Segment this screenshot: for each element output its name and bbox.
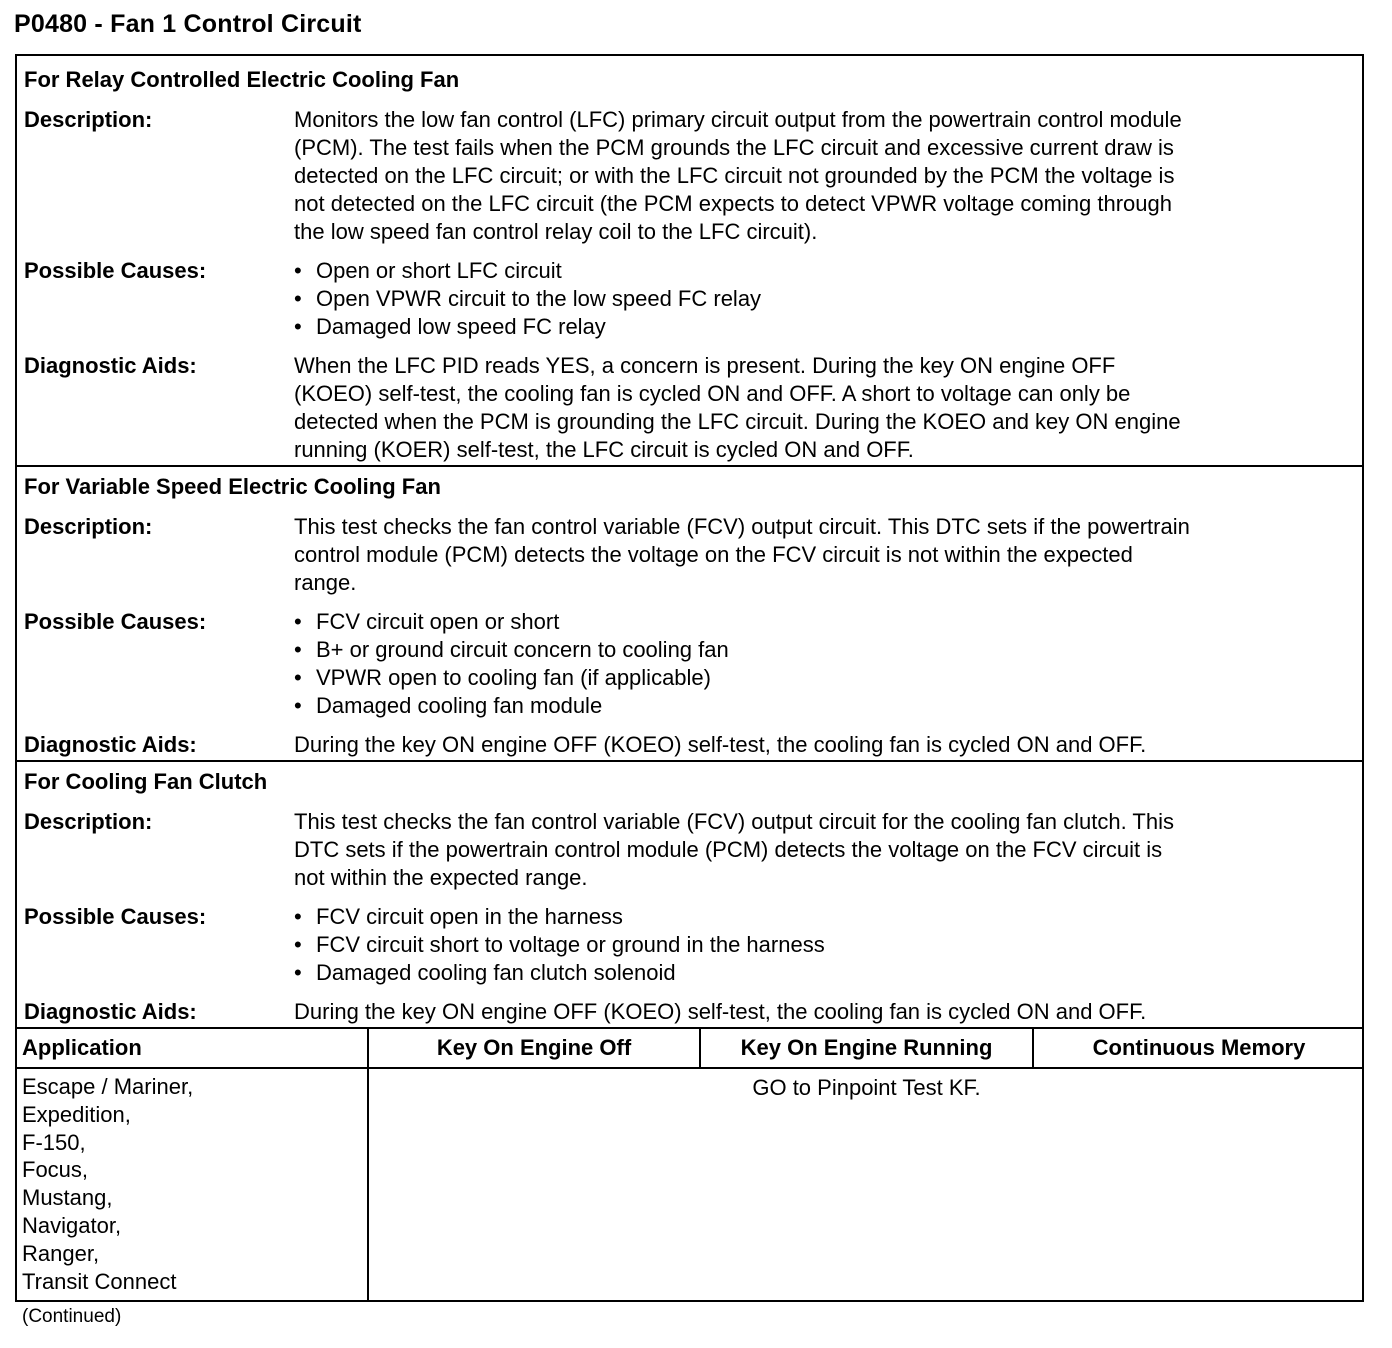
cause-item: • Damaged cooling fan module — [294, 693, 603, 718]
bullet-icon: • — [294, 609, 302, 634]
section-divider — [17, 465, 1362, 467]
description-line: This test checks the fan control variable (FCV) output circuit. This DTC sets if the powertrain — [294, 514, 1190, 539]
application-item: Transit Connect — [22, 1268, 177, 1294]
bullet-icon: • — [294, 932, 302, 957]
description-line: the low speed fan control relay coil to the LFC circuit). — [294, 219, 818, 244]
table-header-divider — [17, 1067, 1362, 1069]
section-heading: For Relay Controlled Electric Cooling Fan — [24, 67, 460, 92]
description-label: Description: — [24, 107, 153, 132]
diagnostic-aids-line: When the LFC PID reads YES, a concern is present. During the key ON engine OFF — [294, 353, 1116, 378]
description-line: not within the expected range. — [294, 865, 588, 890]
column-divider — [367, 1029, 369, 1302]
description-line: control module (PCM) detects the voltage on the FCV circuit is not within the expected — [294, 542, 1133, 567]
table-top-divider — [17, 1027, 1362, 1029]
application-item: Expedition, — [22, 1101, 131, 1127]
bullet-icon: • — [294, 904, 302, 929]
section-heading: For Variable Speed Electric Cooling Fan — [24, 474, 441, 499]
header-application: Application — [22, 1035, 142, 1060]
possible-causes-label: Possible Causes: — [24, 258, 207, 283]
application-list — [22, 1073, 193, 1295]
cause-item: • B+ or ground circuit concern to cooling fan — [294, 637, 729, 662]
bullet-icon: • — [294, 258, 302, 283]
application-item: Ranger, — [22, 1240, 100, 1266]
header-key-on-engine-off: Key On Engine Off — [436, 1035, 632, 1060]
cause-item: • Damaged cooling fan clutch solenoid — [294, 960, 676, 985]
cause-item: • FCV circuit open or short — [294, 609, 560, 634]
description-line: This test checks the fan control variable (FCV) output circuit for the cooling fan clutch. This — [294, 809, 1174, 834]
diagnostic-aids-line: During the key ON engine OFF (KOEO) self-test, the cooling fan is cycled ON and OFF. — [294, 999, 1147, 1024]
bullet-icon: • — [294, 286, 302, 311]
diagnostic-aids-line: During the key ON engine OFF (KOEO) self-test, the cooling fan is cycled ON and OFF. — [294, 732, 1147, 757]
cause-item: • VPWR open to cooling fan (if applicable) — [294, 665, 711, 690]
description-line: detected on the LFC circuit; or with the LFC circuit not grounded by the PCM the voltage is — [294, 163, 1175, 188]
header-continuous-memory: Continuous Memory — [1092, 1035, 1306, 1060]
diagnostic-aids-line: detected when the PCM is grounding the LFC circuit. During the KOEO and key ON engine — [294, 409, 1181, 434]
description-label: Description: — [24, 809, 153, 834]
description-line: (PCM). The test fails when the PCM grounds the LFC circuit and excessive current draw is — [294, 135, 1174, 160]
description-line: not detected on the LFC circuit (the PCM expects to detect VPWR voltage coming through — [294, 191, 1172, 216]
diagnostic-aids-label: Diagnostic Aids: — [24, 353, 197, 378]
cause-item: • Open VPWR circuit to the low speed FC relay — [294, 286, 762, 311]
description-label: Description: — [24, 514, 153, 539]
possible-causes-label: Possible Causes: — [24, 904, 207, 929]
continued-note: (Continued) — [22, 1306, 122, 1327]
application-item: Focus, — [22, 1157, 89, 1183]
cause-item: • FCV circuit short to voltage or ground in the harness — [294, 932, 825, 957]
diagnostic-aids-label: Diagnostic Aids: — [24, 999, 197, 1024]
description-line: range. — [294, 570, 357, 595]
description-line: Monitors the low fan control (LFC) primary circuit output from the powertrain control module — [294, 107, 1182, 132]
bullet-icon: • — [294, 637, 302, 662]
section-heading: For Cooling Fan Clutch — [24, 769, 268, 794]
cause-item: • Damaged low speed FC relay — [294, 314, 606, 339]
bullet-icon: • — [294, 314, 302, 339]
diagnostic-aids-line: (KOEO) self-test, the cooling fan is cycled ON and OFF. A short to voltage can only be — [294, 381, 1131, 406]
application-item: Escape / Mariner, — [22, 1074, 194, 1099]
diagnostic-aids-label: Diagnostic Aids: — [24, 732, 197, 757]
application-item: Mustang, — [22, 1185, 113, 1211]
dtc-table — [15, 54, 1364, 1302]
diagnostic-aids-line: running (KOER) self-test, the LFC circuit is cycled ON and OFF. — [294, 437, 914, 462]
bullet-icon: • — [294, 960, 302, 985]
pinpoint-test-instruction: GO to Pinpoint Test KF. — [752, 1075, 981, 1100]
possible-causes-label: Possible Causes: — [24, 609, 207, 634]
description-line: DTC sets if the powertrain control module (PCM) detects the voltage on the FCV circuit is — [294, 837, 1163, 862]
cause-item: • Open or short LFC circuit — [294, 258, 562, 283]
application-item: Navigator, — [22, 1212, 122, 1238]
page-title: P0480 - Fan 1 Control Circuit — [14, 10, 362, 38]
bullet-icon: • — [294, 693, 302, 718]
application-item: F-150, — [22, 1129, 86, 1155]
cause-item: • FCV circuit open in the harness — [294, 904, 623, 929]
header-key-on-engine-running: Key On Engine Running — [740, 1035, 993, 1060]
bullet-icon: • — [294, 665, 302, 690]
section-divider — [17, 760, 1362, 762]
